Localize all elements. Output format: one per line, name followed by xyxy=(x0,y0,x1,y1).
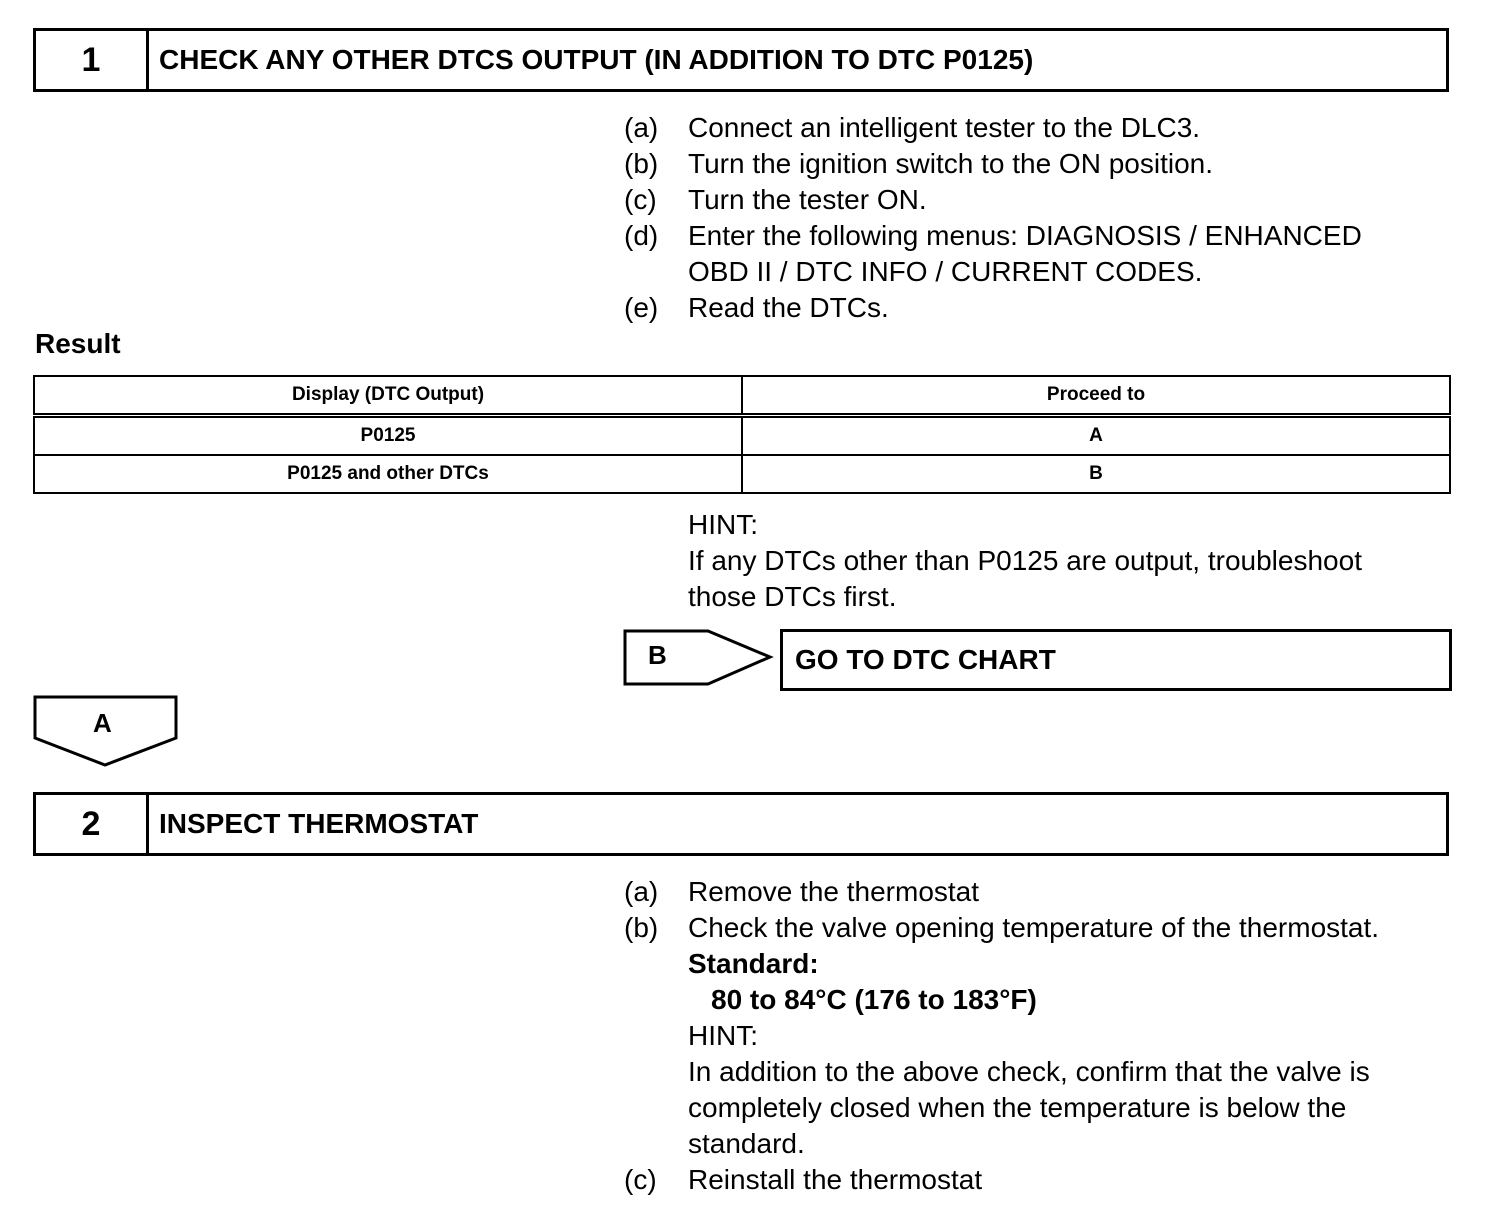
hint-text: standard. xyxy=(688,1128,805,1159)
standard-label: Standard: xyxy=(688,948,819,979)
instruction-text: Turn the tester ON. xyxy=(688,184,927,215)
instruction-text: Connect an intelligent tester to the DLC3. xyxy=(688,112,1201,143)
instruction-text: Reinstall the thermostat xyxy=(688,1164,983,1195)
hint-text: In addition to the above check, confirm that the valve is xyxy=(688,1056,1370,1087)
result-table xyxy=(33,375,1451,494)
instruction-text: Turn the ignition switch to the ON position. xyxy=(688,148,1213,179)
branch-b-arrow xyxy=(622,628,774,688)
instruction-marker: (c) xyxy=(624,1164,657,1195)
hint-label: HINT: xyxy=(688,509,758,540)
hint-text: completely closed when the temperature is below the xyxy=(688,1092,1347,1123)
go-to-target: GO TO DTC CHART xyxy=(795,644,1056,675)
go-to-dtc-chart-box xyxy=(780,629,1452,691)
table-header-row xyxy=(34,376,1450,416)
table-row xyxy=(34,455,1450,493)
step-title: INSPECT THERMOSTAT xyxy=(159,808,479,839)
hint-text: those DTCs first. xyxy=(688,581,897,612)
table-row xyxy=(34,416,1450,456)
step-number: 1 xyxy=(36,31,149,89)
instruction-text: Read the DTCs. xyxy=(688,292,889,323)
instruction-text: Enter the following menus: DIAGNOSIS / ENHANCED xyxy=(688,220,1362,251)
instruction-marker: (e) xyxy=(624,292,659,323)
table-cell: P0125 xyxy=(34,416,742,456)
step-1-header xyxy=(33,28,1449,92)
instruction-marker: (b) xyxy=(624,148,659,179)
instruction-text: Check the valve opening temperature of the thermostat. xyxy=(688,912,1380,943)
table-cell: P0125 and other DTCs xyxy=(34,455,742,493)
table-cell: B xyxy=(742,455,1450,493)
instruction-text: Remove the thermostat xyxy=(688,876,980,907)
table-cell: A xyxy=(742,416,1450,456)
hint-label: HINT: xyxy=(688,1020,758,1051)
step-2-header xyxy=(33,792,1449,856)
hint-text: If any DTCs other than P0125 are output, troubleshoot xyxy=(688,545,1362,576)
instruction-marker: (d) xyxy=(624,220,659,251)
branch-a-label: A xyxy=(93,708,112,738)
column-header: Display (DTC Output) xyxy=(34,376,742,416)
column-header: Proceed to xyxy=(742,376,1450,416)
instruction-marker: (c) xyxy=(624,184,657,215)
instruction-marker: (a) xyxy=(624,876,659,907)
instruction-marker: (b) xyxy=(624,912,659,943)
instruction-text: OBD II / DTC INFO / CURRENT CODES. xyxy=(688,256,1203,287)
result-heading: Result xyxy=(35,328,121,359)
standard-value: 80 to 84°C (176 to 183°F) xyxy=(711,984,1037,1015)
step-number: 2 xyxy=(36,795,149,853)
instruction-marker: (a) xyxy=(624,112,659,143)
step-title: CHECK ANY OTHER DTCS OUTPUT (IN ADDITION TO DTC P0125) xyxy=(159,44,1034,75)
branch-b-label: B xyxy=(648,640,667,670)
